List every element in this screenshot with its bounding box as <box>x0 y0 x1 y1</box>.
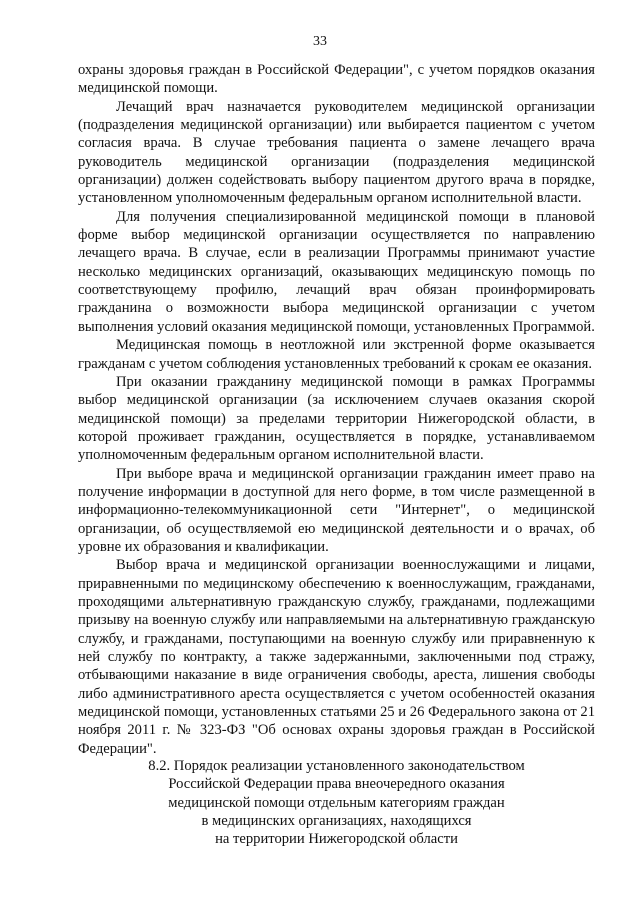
section-heading <box>78 757 595 849</box>
paragraph-attending-physician: Лечащий врач назначается руководителем медицинской организации (подразделения медицинской организации) или выбирается пациентом с учетом согласия врача. В случае требования пациента о замене лечащего врача руководитель медицинской организации (подразделения медицинской организации) должен содействовать выбору пациентом другого врача в порядке, установленном уполномоченным федеральным органом исполнительной власти. <box>78 98 595 207</box>
paragraph-specialized-care: Для получения специализированной медицинской помощи в плановой форме выбор медицинской организации осуществляется по направлению лечащего врача. В случае, если в реализации Программы принимают участие несколько медицинских организаций, оказывающих медицинскую помощь по соответствующему профилю, лечащий врач обязан проинформировать гражданина о возможности выбора медицинской организации с учетом выполнения условий оказания медицинской помощи, установленных Программой. <box>78 208 595 335</box>
paragraph-continuation: охраны здоровья граждан в Российской Федерации", с учетом порядков оказания медицинской помощи. <box>78 62 595 97</box>
paragraph-military-personnel: Выбор врача и медицинской организации военнослужащими и лицами, приравненными по медицинскому обеспечению к военнослужащим, гражданами, проходящими альтернативную гражданскую службу, гражданами, подлежащими призыву на военную службу или направляемыми на альтернативную гражданскую службу, и гражданами, поступающими на военную службу или приравненную к ней службу по контракту, а также задержанными, заключенными под стражу, отбывающими наказание в виде ограничения свободы, ареста, лишения свободы либо административного ареста осуществляется с учетом особенностей оказания медицинской помощи, установленных статьями 25 и 26 Федерального закона от 21 ноября 2011 г. № 323-ФЗ "Об основах охраны здоровья граждан в Российской Федерации". <box>78 557 595 757</box>
section-heading-line: 8.2. Порядок реализации установленного законодательством <box>148 758 525 774</box>
section-heading-line: в медицинских организациях, находящихся <box>201 813 472 830</box>
document-body <box>78 61 595 758</box>
paragraph-outside-region: При оказании гражданину медицинской помощи в рамках Программы выбор медицинской организации (за исключением случаев оказания скорой медицинской помощи) за пределами территории Нижегородской области, в которой проживает гражданин, осуществляется в порядке, устанавливаемом уполномоченным федеральным органом исполнительной власти. <box>78 373 595 464</box>
paragraph-emergency-care: Медицинская помощь в неотложной или экстренной форме оказывается гражданам с учетом соблюдения установленных требований к срокам ее оказания. <box>78 337 595 372</box>
section-heading-line: Российской Федерации права внеочередного оказания <box>168 776 505 793</box>
section-heading-line: на территории Нижегородской области <box>215 831 458 848</box>
page-number: 33 <box>313 34 327 49</box>
section-heading-line: медицинской помощи отдельным категориям граждан <box>168 794 505 811</box>
paragraph-information-right: При выборе врача и медицинской организации гражданин имеет право на получение информации в доступной для него форме, в том числе размещенной в информационно-телекоммуникационной сети "Интернет", о медицинской организации, об осуществляемой ею медицинской деятельности и о врачах, об уровне их образования и квалификации. <box>78 465 595 555</box>
